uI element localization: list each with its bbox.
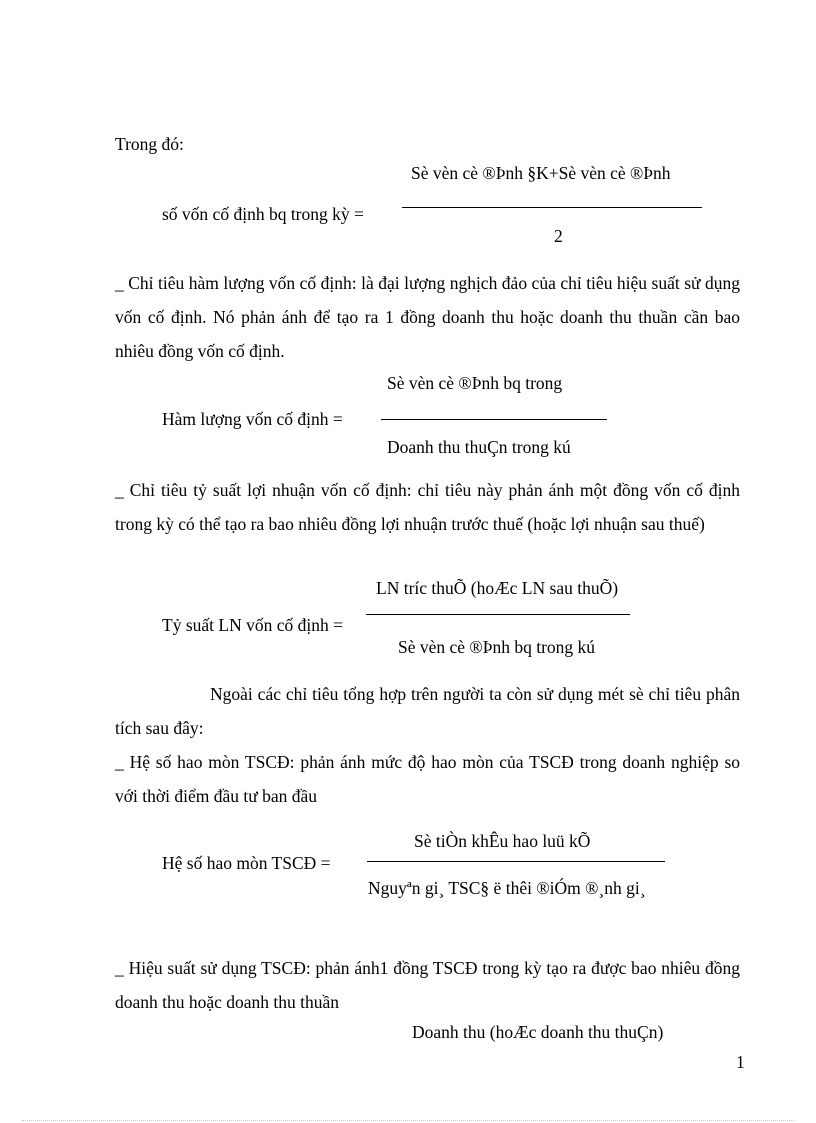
- paragraph-profit-ratio: _ Chỉ tiêu tỷ suất lợi nhuận vốn cố định: chỉ tiêu này phản ánh một đồng vốn cố định trong kỳ có thể tạo ra bao nhiêu đồng lợi nhuận trước thuế (hoặc lợi nhuận sau thuế): [115, 480, 740, 534]
- paragraph-capital-content-ratio: _ Chỉ tiêu hàm lượng vốn cố định: là đại lượng nghịch đảo của chỉ tiêu hiệu suất sử dụng vốn cố định. Nó phản ánh để tạo ra 1 đồng doanh thu hoặc doanh thu thuần cần bao nhiêu đồng vốn cố định.: [115, 273, 740, 361]
- formula4-label: Hệ số hao mòn TSCĐ =: [162, 853, 331, 873]
- intro-text: Trong đó:: [115, 134, 184, 154]
- formula4-denominator: Nguyªn gi¸ TSC§ ë thêi ®iÓm ®¸nh gi¸: [368, 878, 646, 898]
- formula5-numerator: Doanh thu (hoÆc doanh thu thuÇn): [412, 1022, 664, 1042]
- formula1-numerator: Sè vèn cè ®Þnh §K+Sè vèn cè ®Þnh: [411, 163, 671, 183]
- paragraph-depreciation-ratio: _ Hệ số hao mòn TSCĐ: phản ánh mức độ hao mòn của TSCĐ trong doanh nghiệp so với thời điểm đầu tư ban đầu: [115, 752, 740, 806]
- formula3-denominator: Sè vèn cè ®Þnh bq trong kú: [398, 637, 596, 657]
- formula2-fraction-bar: [381, 419, 607, 420]
- page-bottom-divider: [22, 1120, 794, 1121]
- page-number: 1: [736, 1052, 745, 1072]
- formula2-denominator: Doanh thu thuÇn trong kú: [387, 437, 571, 457]
- formula3-numerator: LN tríc thuÕ (hoÆc LN sau thuÕ): [376, 578, 619, 598]
- paragraph-other-indicators: Ngoài các chỉ tiêu tổng hợp trên người ta còn sử dụng mét sè chỉ tiêu phân tích sau đây:: [115, 684, 740, 738]
- formula2-label: Hàm lượng vốn cố định =: [162, 409, 343, 429]
- formula1-denominator: 2: [554, 226, 563, 246]
- formula3-label: Tỷ suất LN vốn cố định =: [162, 615, 343, 635]
- paragraph-asset-efficiency: _ Hiệu suất sử dụng TSCĐ: phản ánh1 đồng TSCĐ trong kỳ tạo ra được bao nhiêu đồng doanh thu hoặc doanh thu thuần: [115, 958, 740, 1012]
- formula1-fraction-bar: [402, 207, 702, 208]
- formula1-label: số vốn cố định bq trong kỳ =: [162, 204, 364, 224]
- formula4-numerator: Sè tiÒn khÊu hao luü kÕ: [414, 831, 591, 851]
- formula3-fraction-bar: [366, 614, 630, 615]
- formula4-fraction-bar: [367, 861, 665, 862]
- formula2-numerator: Sè vèn cè ®Þnh bq trong: [387, 373, 563, 393]
